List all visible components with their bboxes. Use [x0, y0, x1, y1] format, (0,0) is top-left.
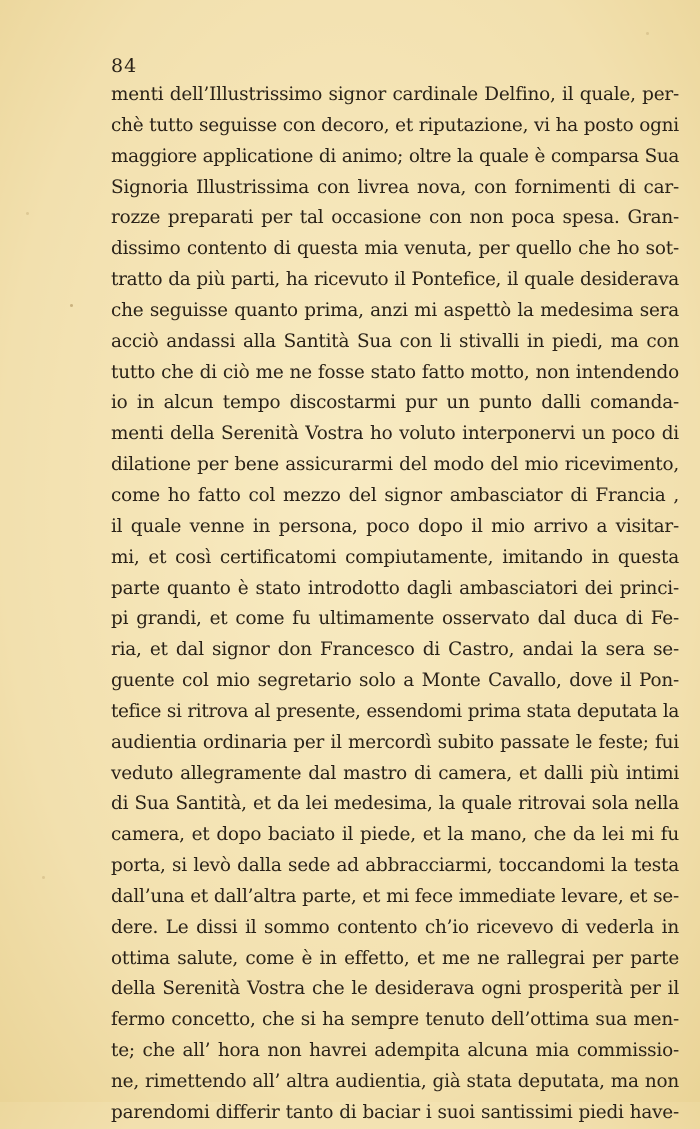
page-number: 84: [111, 55, 138, 77]
body-text: [111, 80, 679, 1129]
text-line: ne, rimettendo all’ altra audientia, già stata deputata, ma non: [111, 1071, 679, 1092]
text-line: rozze preparati per tal occasione con non poca spesa. Gran-: [111, 207, 679, 229]
text-line: chè tutto seguisse con decoro, et riputazione, vi ha posto ogni: [111, 114, 679, 136]
text-line: parendomi differir tanto di baciar i suoi santissimi piedi have-: [111, 1101, 679, 1123]
text-line: menti della Serenità Vostra ho voluto interponervi un poco di: [111, 423, 679, 445]
text-line: menti dell’Illustrissimo signor cardinale Delfino, il quale, per-: [111, 84, 679, 105]
text-line: veduto allegramente dal mastro di camera, et dalli più intimi: [111, 762, 679, 784]
text-line: te; che all’ hora non havrei adempita alcuna mia commissio-: [111, 1040, 679, 1062]
text-line: acciò andassi alla Santità Sua con li stivalli in piedi, ma con: [111, 330, 679, 352]
text-line: porta, si levò dalla sede ad abbracciarmi, toccandomi la testa: [111, 855, 679, 877]
text-line: dilatione per bene assicurarmi del modo del mio ricevimento,: [111, 454, 679, 476]
text-line: della Serenità Vostra che le desiderava ogni prosperità per il: [111, 978, 679, 1000]
text-line: fermo concetto, che si ha sempre tenuto dell’ottima sua men-: [111, 1009, 679, 1031]
paper-speck: [646, 32, 649, 35]
text-line: guente col mio segretario solo a Monte Cavallo, dove il Pon-: [111, 670, 679, 692]
text-line: io in alcun tempo discostarmi pur un punto dalli comanda-: [111, 392, 679, 414]
text-line: tratto da più parti, ha ricevuto il Pontefice, il quale desiderava: [111, 269, 679, 291]
text-line: tefice si ritrova al presente, essendomi prima stata deputata la: [111, 700, 679, 722]
text-line: come ho fatto col mezzo del signor ambasciator di Francia ,: [111, 484, 679, 506]
text-line: ria, et dal signor don Francesco di Castro, andai la sera se-: [111, 639, 679, 661]
paper-speck: [42, 876, 45, 879]
text-line: pi grandi, et come fu ultimamente osservato dal duca di Fe-: [111, 608, 679, 630]
text-line: dissimo contento di questa mia venuta, per quello che ho sot-: [111, 238, 679, 260]
text-line: camera, et dopo baciato il piede, et la mano, che da lei mi fu: [111, 824, 679, 846]
text-line: audientia ordinaria per il mercordì subito passate le feste; fui: [111, 731, 679, 753]
text-line: maggiore applicatione di animo; oltre la quale è comparsa Sua: [111, 145, 679, 167]
text-line: ottima salute, come è in effetto, et me ne rallegrai per parte: [111, 947, 679, 969]
text-line: dall’una et dall’altra parte, et mi fece immediate levare, et se-: [111, 885, 679, 907]
text-line: il quale venne in persona, poco dopo il mio arrivo a visitar-: [111, 515, 679, 537]
text-line: parte quanto è stato introdotto dagli ambasciatori dei princi-: [111, 577, 679, 599]
text-line: tutto che di ciò me ne fosse stato fatto motto, non intendendo: [111, 361, 679, 383]
paper-speck: [70, 304, 73, 307]
text-line: di Sua Santità, et da lei medesima, la quale ritrovai sola nella: [111, 793, 679, 815]
text-line: che seguisse quanto prima, anzi mi aspettò la medesima sera: [111, 299, 679, 321]
text-line: Signoria Illustrissima con livrea nova, con fornimenti di car-: [111, 176, 679, 198]
text-line: dere. Le dissi il sommo contento ch’io ricevevo di vederla in: [111, 916, 679, 938]
paper-speck: [26, 212, 29, 215]
text-line: mi, et così certificatomi compiutamente, imitando in questa: [111, 546, 679, 568]
